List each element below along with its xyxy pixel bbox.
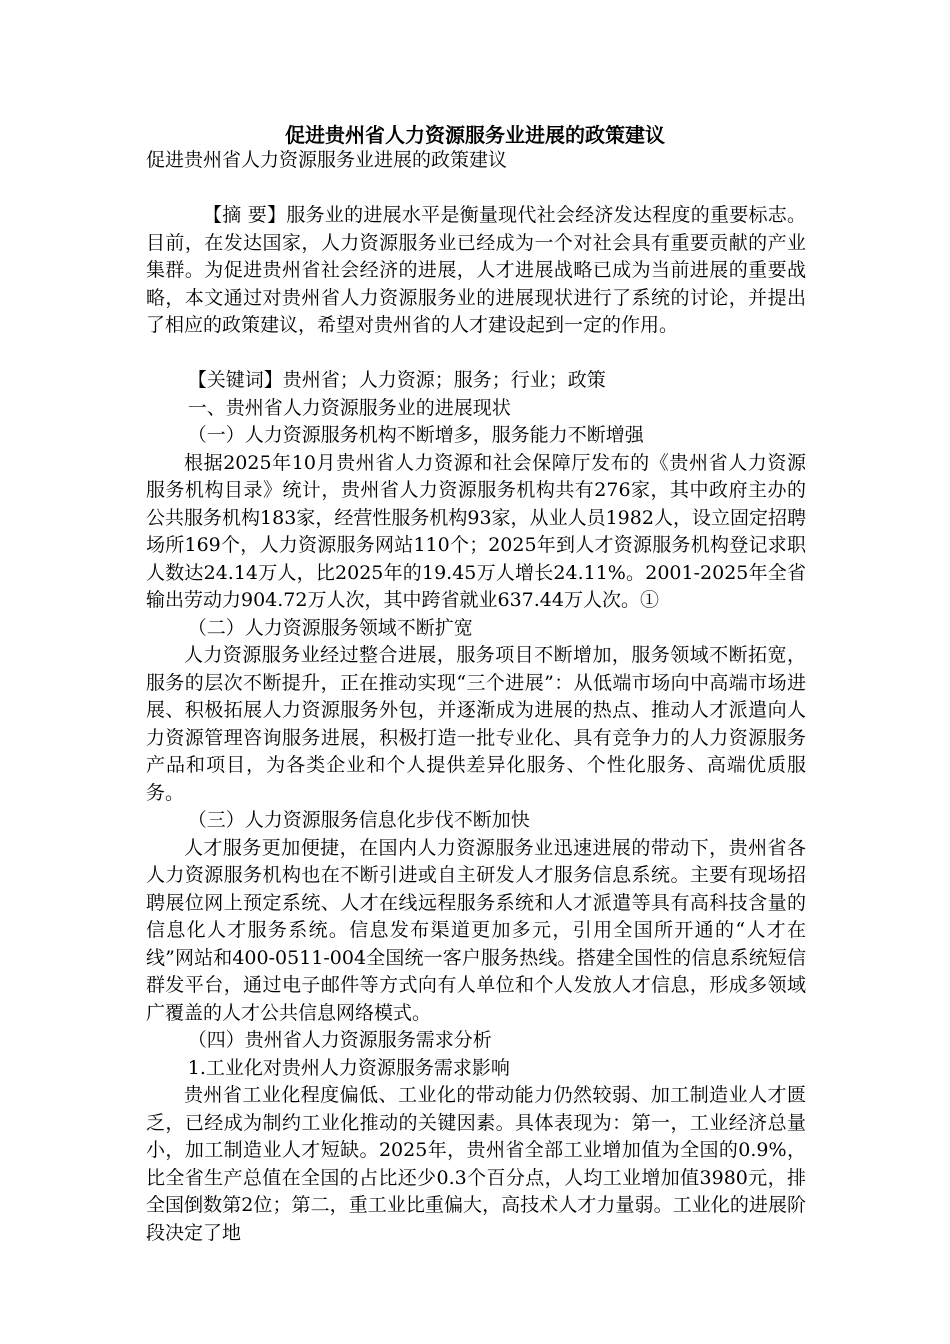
spacer: [146, 175, 806, 203]
document-subtitle: 促进贵州省人力资源服务业进展的政策建议: [146, 149, 508, 171]
paragraph-informatization: 人才服务更加便捷，在国内人力资源服务业迅速进展的带动下，贵州省各人力资源服务机构也在不断引进或自主研发人才服务信息系统。主要有现场招聘展位网上预定系统、人才在线远程服务系统和人才派遣等具有高科技含量的信息化人才服务系统。信息发布渠道更加多元，引用全国所开通的“人才在线”网站和400-0511-004全国统一客户服务热线。搭建全国性的信息系统短信群发平台，通过电子邮件等方式向有人单位和个人发放人才信息，形成多领域广覆盖的人才公共信息网络模式。: [146, 836, 806, 1024]
document-body: [146, 147, 806, 1247]
point-heading-1: 1.工业化对贵州人力资源服务需求影响: [187, 1056, 510, 1079]
subsection-heading-1: （一）人力资源服务机构不断增多，服务能力不断增强: [187, 424, 644, 446]
document-title: 促进贵州省人力资源服务业进展的政策建议: [285, 123, 665, 147]
subsection-heading-4: （四）贵州省人力资源服务需求分析: [187, 1029, 492, 1051]
paragraph-industrialization: 贵州省工业化程度偏低、工业化的带动能力仍然较弱、加工制造业人才匮乏，已经成为制约工业化推动的关键因素。具体表现为：第一，工业经济总量小，加工制造业人才短缺。2025年，贵州省全部工业增加值为全国的0.9%，比全省生产总值在全国的占比还少0.3个百分点，人均工业增加值3980元，排全国倒数第2位；第二，重工业比重偏大，高技术人才力量弱。工业化的进展阶段决定了地: [146, 1084, 806, 1244]
subsection-heading-2: （二）人力资源服务领域不断扩宽: [187, 616, 473, 639]
abstract-paragraph: 【摘 要】服务业的进展水平是衡量现代社会经济发达程度的重要标志。目前，在发达国家，人力资源服务业已经成为一个对社会具有重要贡献的产业集群。为促进贵州省社会经济的进展，人才进展战略已成为当前进展的重要战略，本文通过对贵州省人力资源服务业的进展现状进行了系统的讨论，并提出了相应的政策建议，希望对贵州省的人才建设起到一定的作用。: [146, 204, 806, 336]
subsection-heading-3: （三）人力资源服务信息化步伐不断加快: [187, 809, 530, 831]
paragraph-institutions: 根据2025年10月贵州省人力资源和社会保障厅发布的《贵州省人力资源服务机构目录》统计，贵州省人力资源服务机构共有276家，其中政府主办的公共服务机构183家，经营性服务机构93家，从业人员1982人，设立固定招聘场所169个，人力资源服务网站110个；2025年到人才资源服务机构登记求职人数达24.14万人，比2025年的19.45万人增长24.11%。2001-2025年全省输出劳动力904.72万人次，其中跨省就业637.44万人次。①: [146, 451, 806, 611]
section-heading-1: 一、贵州省人力资源服务业的进展现状: [187, 396, 511, 419]
keywords-line: 【关键词】贵州省；人力资源；服务；行业；政策: [187, 369, 606, 391]
spacer: [146, 340, 806, 368]
paragraph-service-fields: 人力资源服务业经过整合进展，服务项目不断增加，服务领域不断拓宽，服务的层次不断提升，正在推动实现“三个进展”：从低端市场向中高端市场进展、积极拓展人力资源服务外包，并逐渐成为进展的热点、推动人才派遣向人力资源管理咨询服务进展，积极打造一批专业化、具有竞争力的人力资源服务产品和项目，为各类企业和个人提供差异化服务、个性化服务、高端优质服务。: [146, 644, 806, 804]
